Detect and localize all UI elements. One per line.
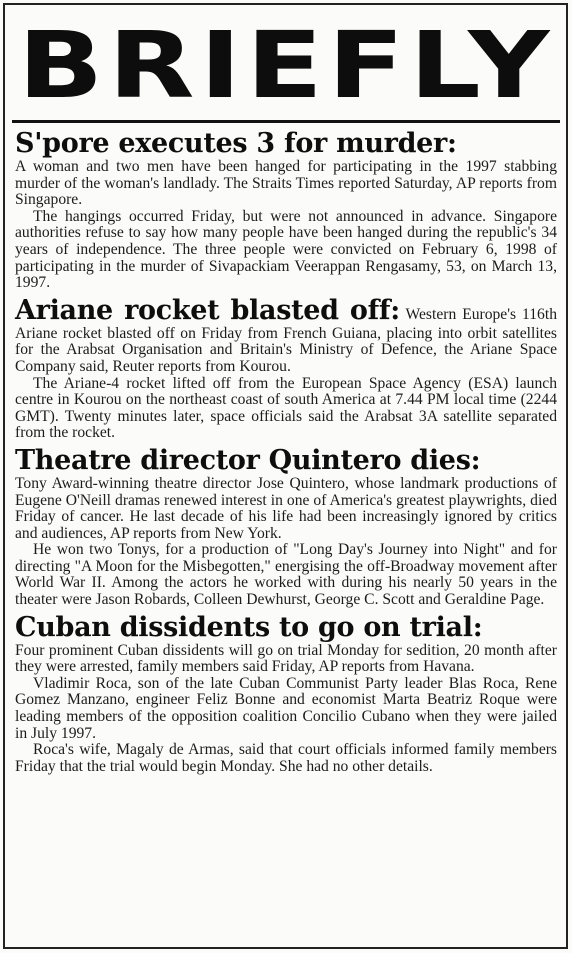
- story-headline: Ariane rocket blasted off:: [15, 294, 400, 326]
- story-paragraph: Tony Award-winning theatre director Jose Quintero, whose landmark productions of Eugene O'Neill dramas renewed interest in one of America's greatest playwrights, died Friday of cancer. He last decade of his life had been increasingly ignored by critics and audiences, AP reports from New York.: [15, 474, 557, 542]
- story-paragraph: Roca's wife, Magaly de Armas, said that court officials informed family members Friday that the trial would begin Monday. She had no other details.: [15, 741, 557, 775]
- story-paragraph: The Ariane-4 rocket lifted off from the European Space Agency (ESA) launch centre in Kourou on the northeast coast of south America at 7.44 PM local time (2244 GMT). Twenty minutes later, space officials said the Arabsat 3A satellite separated from the rocket.: [15, 374, 557, 442]
- brief-story: [15, 295, 557, 442]
- story-lead-paragraph: [15, 295, 557, 376]
- story-paragraph: The hangings occurred Friday, but were not announced in advance. Singapore authorities refuse to say how many people have been hanged during the republic's 34 years of independence. The three people were convicted on February 6, 1998 of participating in the murder of Sivapackiam Veerappan Rengasamy, 53, on March 13, 1997.: [15, 207, 557, 292]
- story-paragraph: Vladimir Roca, son of the late Cuban Communist Party leader Blas Roca, Rene Gomez Manzano, engineer Feliz Bonne and economist Marta Beatriz Roque were leading members of the opposition coalition Concilio Cubano when they were jailed in July 1997.: [15, 674, 557, 742]
- story-lead-text: Western Europe's 116th Ariane rocket blasted off on Friday from French Guiana, placing into orbit satellites for the Arabsat Organisation and Britain's Ministry of Defence, the Ariane Space Company said, Reuter reports from Kourou.: [15, 305, 557, 375]
- section-banner: [12, 10, 560, 123]
- story-paragraph: He won two Tonys, for a production of "Long Day's Journey into Night" and for directing "A Moon for the Misbegotten," energising the off-Broadway movement after World War II. Among the actors he worked with during his nearly 50 years in the theater were Jason Robards, Colleen Dewhurst, George C. Scott and Geraldine Page.: [15, 541, 557, 609]
- story-paragraph: A woman and two men have been hanged for participating in the 1997 stabbing murder of the woman's landlady. The Straits Times reported Saturday, AP reports from Singapore.: [15, 158, 557, 209]
- brief-story: [15, 612, 557, 776]
- brief-story: [15, 128, 557, 292]
- brief-story: [15, 445, 557, 609]
- briefs-column: [15, 128, 557, 778]
- story-headline: Theatre director Quintero dies:: [15, 444, 481, 476]
- story-headline: Cuban dissidents to go on trial:: [15, 611, 483, 643]
- story-paragraph: Four prominent Cuban dissidents will go on trial Monday for sedition, 20 month after they were arrested, family members said Friday, AP reports from Havana.: [15, 641, 557, 676]
- story-headline: S'pore executes 3 for murder:: [15, 128, 457, 159]
- section-title: BRIEFLY: [17, 12, 555, 119]
